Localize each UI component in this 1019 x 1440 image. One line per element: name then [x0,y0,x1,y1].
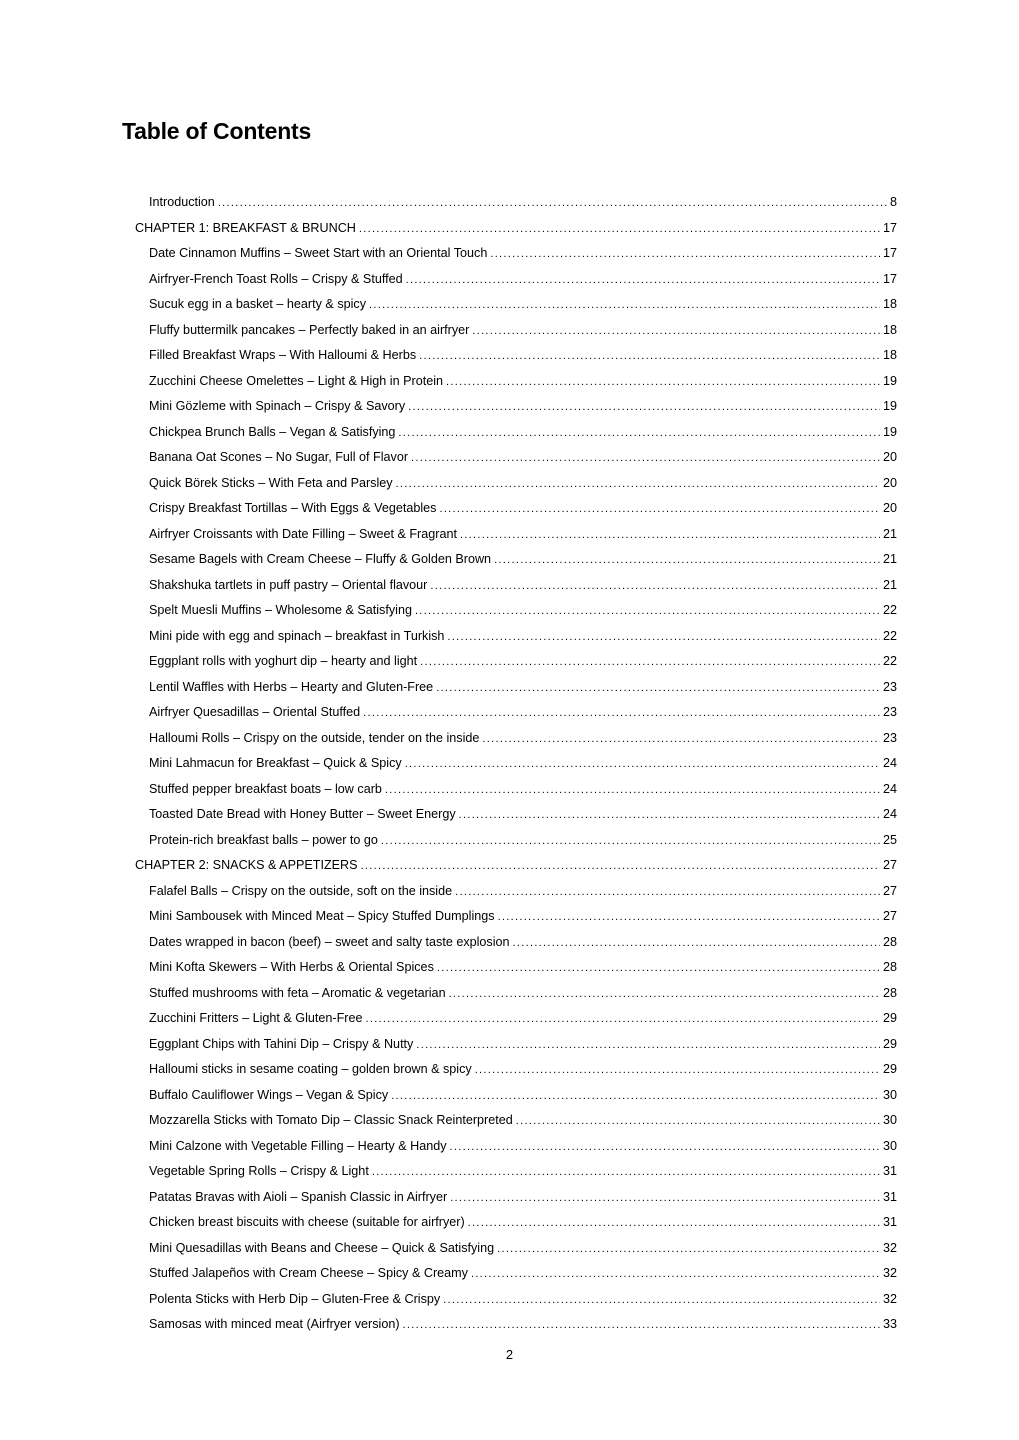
dot-leader [381,829,880,854]
dot-leader [396,472,880,497]
dot-leader [443,1288,880,1313]
toc-chapter-entry[interactable] [122,216,897,242]
toc-entry-label: Banana Oat Scones – No Sugar, Full of Flavor [149,450,409,464]
toc-entry-label: Date Cinnamon Muffins – Sweet Start with an Oriental Touch [149,246,488,260]
dot-leader [450,1135,880,1160]
toc-entry-page: 22 [882,654,897,668]
toc-entry[interactable] [122,292,897,318]
dot-leader [385,778,880,803]
toc-entry[interactable] [122,904,897,930]
toc-entry-label: Mozzarella Sticks with Tomato Dip – Classic Snack Reinterpreted [149,1113,513,1127]
toc-entry-page: 24 [882,756,897,770]
toc-entry-label: Eggplant rolls with yoghurt dip – hearty and light [149,654,418,668]
dot-leader [447,625,880,650]
dot-leader [218,191,887,216]
dot-leader [450,1186,880,1211]
toc-entry-page: 32 [882,1291,897,1306]
toc-entry[interactable] [122,1006,897,1032]
toc-entry[interactable] [122,241,897,267]
toc-entry[interactable] [122,649,897,675]
toc-entry-page: 21 [882,526,897,541]
dot-leader [359,217,880,242]
toc-entry-page: 29 [882,1062,897,1076]
toc-entry-page: 22 [882,628,897,643]
toc-entry-label: Dates wrapped in bacon (beef) – sweet and salty taste explosion [149,934,510,949]
dot-leader [415,599,880,624]
toc-entry-page: 8 [889,195,897,209]
dot-leader [498,905,880,930]
toc-entry-page: 18 [882,297,897,311]
toc-entry[interactable] [122,190,897,216]
toc-entry-label: Chickpea Brunch Balls – Vegan & Satisfying [149,424,396,439]
toc-entry[interactable] [122,394,897,420]
toc-entry[interactable] [122,522,897,548]
toc-entry-label: Airfryer Croissants with Date Filling – Sweet & Fragrant [149,526,457,541]
toc-entry[interactable] [122,1032,897,1058]
toc-entry-label: Mini Lahmacun for Breakfast – Quick & Spicy [149,756,402,770]
toc-entry-page: 19 [882,424,897,439]
toc-entry-page: 27 [882,883,897,898]
dot-leader [406,268,880,293]
dot-leader [420,650,880,675]
dot-leader [363,701,880,726]
dot-leader [405,752,880,777]
dot-leader [475,1058,880,1083]
toc-entry-label: Mini Sambousek with Minced Meat – Spicy Stuffed Dumplings [149,909,495,923]
toc-entry-page: 31 [882,1164,897,1178]
dot-leader [482,727,880,752]
toc-entry-page: 32 [882,1266,897,1280]
toc-entry-label: Protein-rich breakfast balls – power to go [149,832,378,847]
toc-entry-page: 29 [882,1011,897,1025]
toc-entry-label: Zucchini Cheese Omelettes – Light & High in Protein [149,373,444,388]
toc-entry-label: Mini Calzone with Vegetable Filling – Hearty & Handy [149,1138,447,1153]
toc-entry[interactable] [122,802,897,828]
dot-leader [472,319,880,344]
toc-entry-page: 31 [882,1189,897,1204]
toc-entry[interactable] [122,955,897,981]
toc-entry[interactable] [122,420,897,446]
toc-entry[interactable] [122,828,897,854]
toc-entry-page: 17 [882,220,897,235]
toc-entry-page: 31 [882,1215,897,1229]
toc-entry-label: Stuffed Jalapeños with Cream Cheese – Spicy & Creamy [149,1266,468,1280]
toc-entry-label: Sucuk egg in a basket – hearty & spicy [149,297,367,311]
dot-leader [468,1211,880,1236]
dot-leader [513,931,880,956]
toc-entry-page: 25 [882,832,897,847]
toc-entry-label: CHAPTER 1: BREAKFAST & BRUNCH [135,220,356,235]
toc-entry-page: 21 [882,552,897,566]
dot-leader [471,1262,880,1287]
toc-entry[interactable] [122,751,897,777]
dot-leader [436,676,880,701]
toc-entry-page: 20 [882,475,897,490]
toc-entry-page: 27 [882,909,897,923]
toc-entry[interactable] [122,267,897,293]
toc-entry-label: Vegetable Spring Rolls – Crispy & Light [149,1164,369,1178]
dot-leader [449,982,880,1007]
toc-entry-label: Crispy Breakfast Tortillas – With Eggs & Vegetables [149,501,437,515]
toc-entry-label: Lentil Waffles with Herbs – Hearty and Gluten-Free [149,679,434,694]
dot-leader [369,293,880,318]
toc-entry-label: Airfryer-French Toast Rolls – Crispy & Stuffed [149,271,403,286]
toc-entry-page: 20 [882,450,897,464]
toc-entry-page: 22 [882,603,897,617]
toc-entry[interactable] [122,726,897,752]
toc-entry-page: 19 [882,373,897,388]
toc-entry-label: Filled Breakfast Wraps – With Halloumi & Herbs [149,348,417,362]
toc-entry-label: Mini pide with egg and spinach – breakfast in Turkish [149,628,445,643]
toc-entry-page: 30 [882,1087,897,1102]
dot-leader [398,421,880,446]
toc-entry-label: CHAPTER 2: SNACKS & APPETIZERS [135,858,358,872]
toc-entry-page: 20 [882,501,897,515]
toc-entry-label: Buffalo Cauliflower Wings – Vegan & Spicy [149,1087,389,1102]
toc-entry[interactable] [122,930,897,956]
toc-entry-label: Airfryer Quesadillas – Oriental Stuffed [149,705,361,719]
dot-leader [459,803,880,828]
toc-entry[interactable] [122,624,897,650]
toc-entry[interactable] [122,369,897,395]
toc-entry-label: Eggplant Chips with Tahini Dip – Crispy & Nutty [149,1036,414,1051]
dot-leader [516,1109,880,1134]
toc-entry[interactable] [122,1287,897,1313]
toc-entry-page: 18 [882,348,897,362]
toc-entry[interactable] [122,1057,897,1083]
toc-entry[interactable] [122,445,897,471]
toc-entry-page: 23 [882,679,897,694]
toc-entry[interactable] [122,981,897,1007]
table-of-contents [122,190,897,1338]
dot-leader [403,1313,880,1338]
toc-entry[interactable] [122,598,897,624]
dot-leader [391,1084,880,1109]
toc-entry-label: Samosas with minced meat (Airfryer version) [149,1317,400,1331]
dot-leader [416,1033,880,1058]
toc-entry-label: Mini Gözleme with Spinach – Crispy & Savory [149,399,406,413]
toc-entry[interactable] [122,675,897,701]
toc-chapter-entry[interactable] [122,853,897,879]
toc-entry[interactable] [122,879,897,905]
dot-leader [365,1007,880,1032]
toc-entry-page: 18 [882,322,897,337]
toc-entry[interactable] [122,1185,897,1211]
dot-leader [494,548,880,573]
toc-entry-page: 30 [882,1138,897,1153]
dot-leader [408,395,880,420]
page-title: Table of Contents [122,118,312,144]
toc-entry-label: Toasted Date Bread with Honey Butter – Sweet Energy [149,807,456,821]
toc-entry[interactable] [122,1261,897,1287]
toc-entry-page: 24 [882,781,897,796]
toc-entry-page: 32 [882,1240,897,1255]
toc-entry-page: 28 [882,985,897,1000]
toc-entry-page: 24 [882,807,897,821]
toc-entry[interactable] [122,700,897,726]
dot-leader [497,1237,880,1262]
dot-leader [419,344,880,369]
toc-entry-page: 17 [882,271,897,286]
toc-entry-label: Mini Kofta Skewers – With Herbs & Oriental Spices [149,960,434,974]
toc-entry[interactable] [122,471,897,497]
toc-entry-label: Chicken breast biscuits with cheese (suitable for airfryer) [149,1215,465,1229]
dot-leader [411,446,880,471]
toc-entry[interactable] [122,1159,897,1185]
toc-entry[interactable] [122,1134,897,1160]
toc-entry-page: 30 [882,1113,897,1127]
dot-leader [430,574,880,599]
toc-entry-label: Falafel Balls – Crispy on the outside, soft on the inside [149,883,453,898]
toc-entry-label: Introduction [149,195,215,209]
toc-entry-label: Stuffed pepper breakfast boats – low carb [149,781,382,796]
toc-entry[interactable] [122,343,897,369]
dot-leader [372,1160,880,1185]
dot-leader [490,242,880,267]
dot-leader [437,956,880,981]
toc-entry-label: Stuffed mushrooms with feta – Aromatic & vegetarian [149,985,446,1000]
toc-entry[interactable] [122,318,897,344]
toc-entry[interactable] [122,573,897,599]
dot-leader [460,523,880,548]
toc-entry-page: 27 [882,858,897,872]
dot-leader [455,880,880,905]
toc-entry[interactable] [122,1236,897,1262]
toc-entry-label: Shakshuka tartlets in puff pastry – Oriental flavour [149,577,428,592]
toc-entry-label: Sesame Bagels with Cream Cheese – Fluffy & Golden Brown [149,552,492,566]
toc-entry-page: 17 [882,246,897,260]
toc-entry[interactable] [122,1312,897,1338]
toc-entry-label: Halloumi sticks in sesame coating – golden brown & spicy [149,1062,472,1076]
toc-entry-label: Quick Börek Sticks – With Feta and Parsley [149,475,393,490]
toc-entry[interactable] [122,777,897,803]
toc-entry[interactable] [122,1210,897,1236]
toc-entry-label: Halloumi Rolls – Crispy on the outside, tender on the inside [149,730,480,745]
toc-entry-page: 23 [882,705,897,719]
toc-entry-label: Spelt Muesli Muffins – Wholesome & Satisfying [149,603,412,617]
toc-entry-page: 19 [882,399,897,413]
toc-entry[interactable] [122,496,897,522]
toc-entry-page: 23 [882,730,897,745]
toc-entry-page: 29 [882,1036,897,1051]
dot-leader [439,497,880,522]
toc-entry-page: 21 [882,577,897,592]
toc-entry[interactable] [122,1108,897,1134]
toc-entry-label: Fluffy buttermilk pancakes – Perfectly baked in an airfryer [149,322,470,337]
toc-entry-page: 28 [882,934,897,949]
toc-entry-label: Zucchini Fritters – Light & Gluten-Free [149,1011,363,1025]
toc-entry-label: Polenta Sticks with Herb Dip – Gluten-Free & Crispy [149,1291,441,1306]
toc-entry[interactable] [122,547,897,573]
toc-entry-label: Patatas Bravas with Aioli – Spanish Classic in Airfryer [149,1189,448,1204]
dot-leader [361,854,880,879]
toc-entry-page: 33 [882,1317,897,1331]
dot-leader [446,370,880,395]
toc-entry-page: 28 [882,960,897,974]
page-number: 2 [505,1347,514,1362]
toc-entry[interactable] [122,1083,897,1109]
toc-entry-label: Mini Quesadillas with Beans and Cheese – Quick & Satisfying [149,1240,495,1255]
